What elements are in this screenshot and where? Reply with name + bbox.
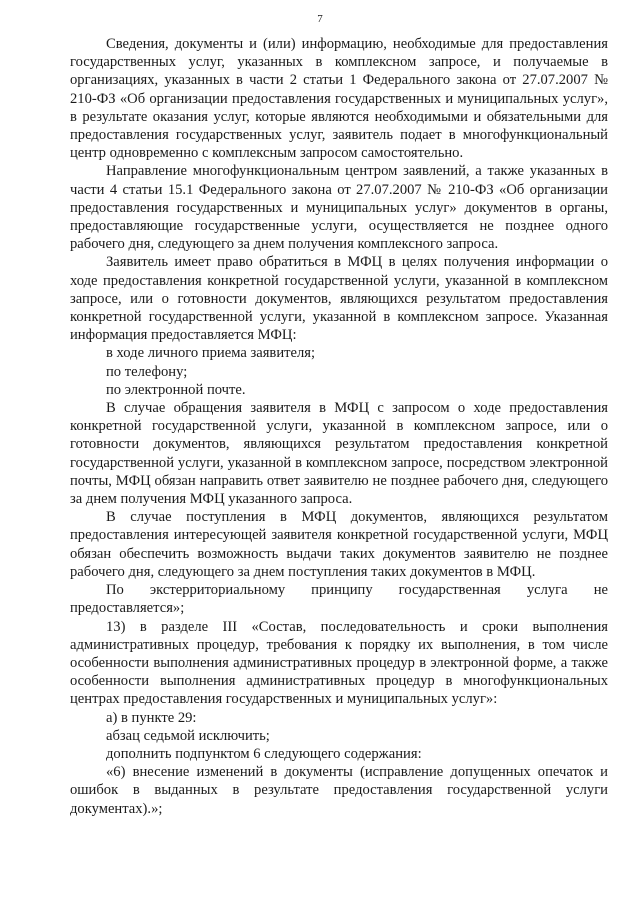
paragraph-documents-submission: Сведения, документы и (или) информацию, необходимые для предоставления государственных услуг, указанных в комплексном запросе, и получаемые в организациях, указанных в части 2 статьи 1 Федерального закона от 27.07.2007 № 210-ФЗ «Об организации предоставления государственных и муниципальных услуг», в результате оказания услуг, которые являются необходимыми и обязательными для предоставления государственных услуг, заявитель подает в многофункциональный центр одновременно с комплексным запросом самостоятельно. xyxy=(70,36,608,162)
list-item-phone: по телефону; xyxy=(106,363,188,380)
paragraph-email-request: В случае обращения заявителя в МФЦ с запросом о ходе предоставления конкретной государственной услуги, указанной в комплексном запросе, или о готовности документов, являющихся результатом предоставления конкретной государственной услуги, указанной в комплексном запросе, посредством электронной почты, МФЦ обязан направить ответ заявителю не позднее рабочего дня, следующего за днем получения МФЦ указанного запроса. xyxy=(70,400,608,508)
list-item-point-29: а) в пункте 29: xyxy=(106,709,197,726)
list-item-exclude-paragraph: абзац седьмой исключить; xyxy=(106,727,270,744)
paragraph-applicant-right: Заявитель имеет право обратиться в МФЦ в целях получения информации о ходе предоставления конкретной государственной услуги, указанной в комплексном запросе, или о готовности документов, являющихся результатом предоставления конкретной государственной услуги, указанной в комплексном запросе. Указанная информация предоставляется МФЦ: xyxy=(70,254,608,344)
paragraph-subpoint-6: «6) внесение изменений в документы (исправление допущенных опечаток и ошибок в выданных в результате предоставления государственной услуги документах).»; xyxy=(70,764,608,817)
list-item-personal-reception: в ходе личного приема заявителя; xyxy=(106,345,316,362)
paragraph-mfc-forwarding: Направление многофункциональным центром заявлений, а также указанных в части 4 статьи 15.1 Федерального закона от 27.07.2007 № 210-ФЗ «Об организации предоставления государственных и муниципальных услуг» документов в органы, предоставляющие государственные услуги, осуществляется не позднее одного рабочего дня, следующего за днем получения комплексного запроса. xyxy=(70,163,608,253)
document-body xyxy=(70,35,608,818)
paragraph-extraterritorial: По экстерриториальному принципу государственная услуга не предоставляется»; xyxy=(70,582,608,617)
list-item-email: по электронной почте. xyxy=(106,381,246,398)
list-item-add-subpoint: дополнить подпунктом 6 следующего содержания: xyxy=(106,745,422,762)
page-number: 7 xyxy=(317,13,323,25)
paragraph-section-iii: 13) в разделе III «Состав, последовательность и сроки выполнения административных процедур, требования к порядку их выполнения, в том числе особенности выполнения административных процедур в электронной форме, а также особенности выполнения административных процедур в многофункциональных центрах предоставления государственных и муниципальных услуг»: xyxy=(70,618,608,708)
paragraph-documents-issuance: В случае поступления в МФЦ документов, являющихся результатом предоставления интересующей заявителя конкретной государственной услуги, МФЦ обязан обеспечить возможность выдачи таких документов заявителю не позднее рабочего дня, следующего за днем поступления таких документов в МФЦ. xyxy=(70,509,608,580)
